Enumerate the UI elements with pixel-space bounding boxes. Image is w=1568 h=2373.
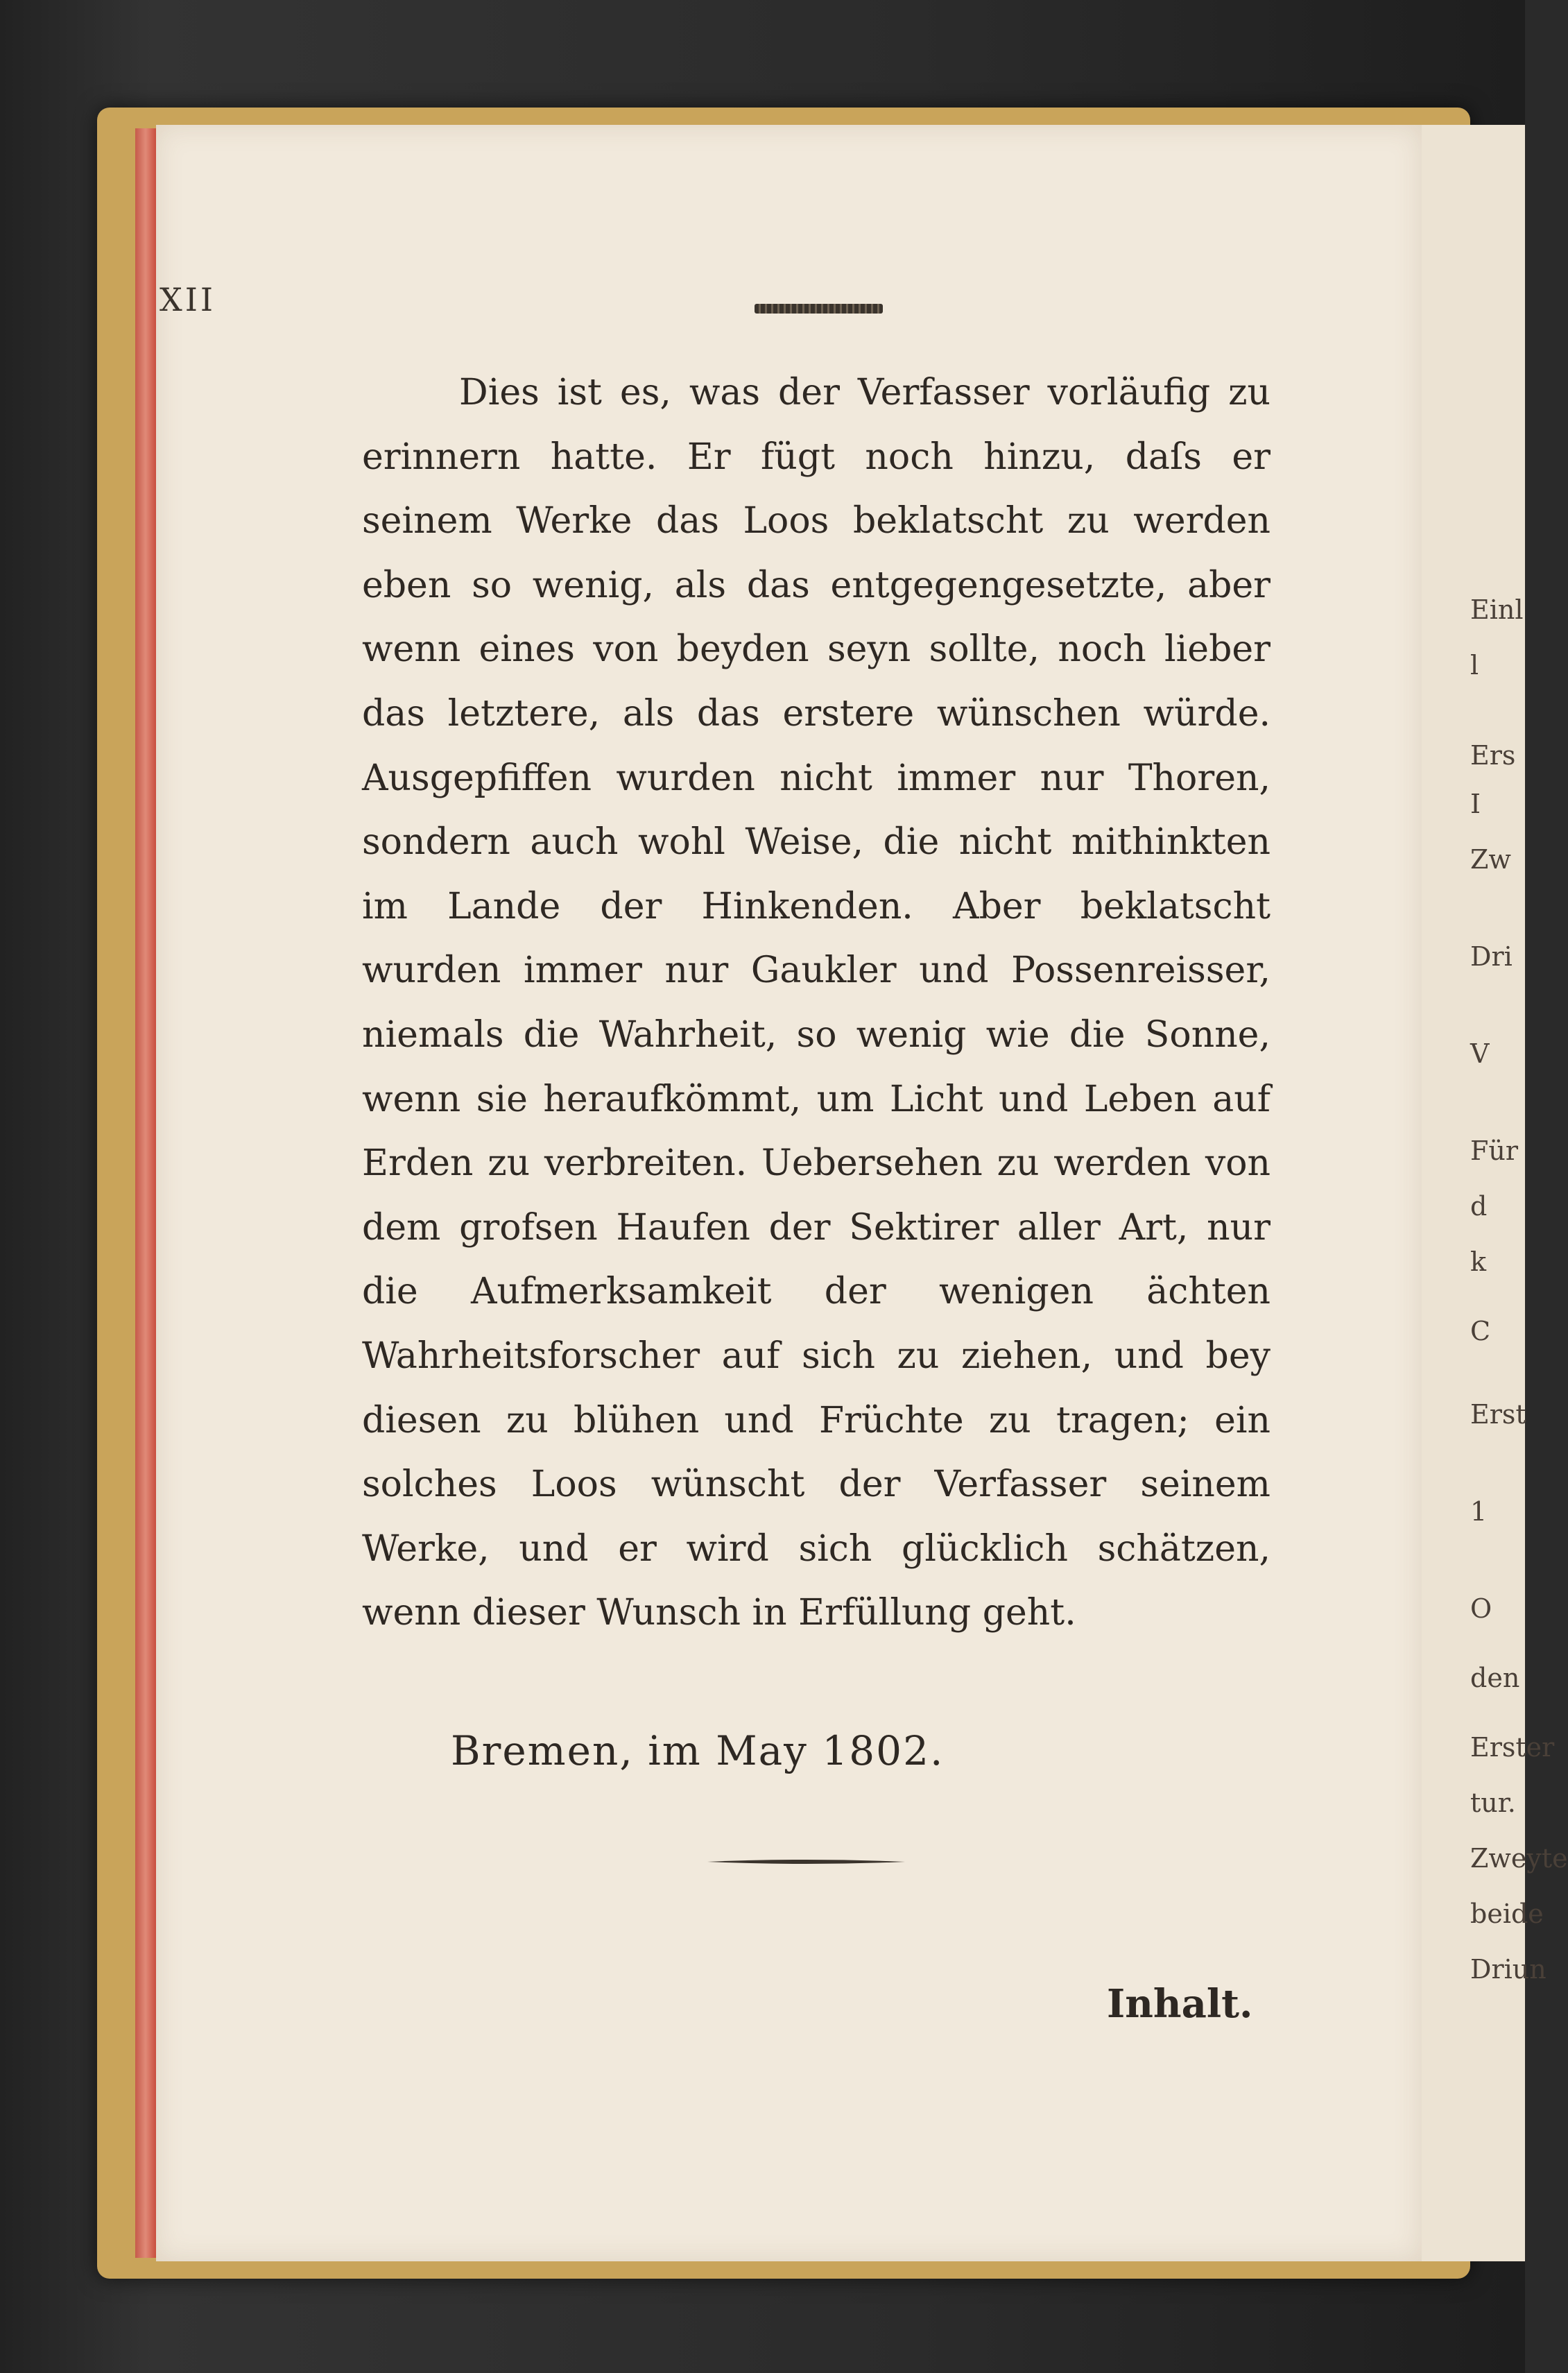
- paragraph: Dies ist es, was der Verfasser vorläufig zu erinnern hatte. Er fügt noch hinzu, daſs er seinem Werke das Loos beklatscht zu werden eben so wenig, als das entgegengesetzte, aber wenn eines von beyden seyn sollte, noch lieber das letztere, als das erstere wünschen würde. Ausgepfiffen wurden nicht immer nur Thoren, sondern auch wohl Weise, die nicht mithinkten im Lande der Hinkenden. Aber beklatscht wurden immer nur Gaukler und Possenreisser, niemals die Wahrheit, so wenig wie die Sonne, wenn sie heraufkömmt, um Licht und Leben auf Erden zu verbreiten. Uebersehen zu werden von dem grofsen Haufen der Sektirer aller Art, nur die Aufmerksamkeit der wenigen ächten Wahrheitsforscher auf sich zu ziehen, und bey diesen zu blühen und Früchte zu tragen; ein solches Loos wünscht der Verfasser seinem Werke, und er wird sich glücklich schätzen, wenn dieser Wunsch in Erfüllung geht.: [362, 372, 1270, 1634]
- page-edges: [135, 128, 156, 2258]
- fragment: Driun: [1470, 1954, 1547, 1985]
- fragment: Erster: [1470, 1732, 1555, 1763]
- fragment: V: [1470, 1038, 1490, 1069]
- fragment: O: [1470, 1593, 1492, 1624]
- fragment: tur.: [1470, 1788, 1516, 1818]
- fragment: I: [1470, 789, 1481, 819]
- dateline: Bremen, im May 1802.: [451, 1727, 945, 1774]
- fragment: C: [1470, 1316, 1491, 1346]
- fragment: Für: [1470, 1136, 1519, 1166]
- ornament-rule: [707, 1858, 905, 1866]
- fragment: k: [1470, 1247, 1487, 1277]
- header-rule: [755, 304, 883, 314]
- fragment: Zw: [1470, 844, 1511, 875]
- fragment: Ers: [1470, 740, 1516, 771]
- fragment: Zweyte: [1470, 1843, 1568, 1874]
- fragment: Dri: [1470, 941, 1513, 972]
- fragment: den: [1470, 1663, 1520, 1693]
- body-text: [362, 361, 1270, 1645]
- page-number: XII: [160, 281, 216, 318]
- fragment: Einl: [1470, 594, 1524, 625]
- fragment: 1: [1470, 1496, 1488, 1527]
- fragment: d: [1470, 1191, 1488, 1222]
- fragment: Erst: [1470, 1399, 1526, 1430]
- fragment: l: [1470, 650, 1479, 680]
- catchword: Inhalt.: [1107, 1981, 1253, 2027]
- fragment: beide: [1470, 1899, 1544, 1929]
